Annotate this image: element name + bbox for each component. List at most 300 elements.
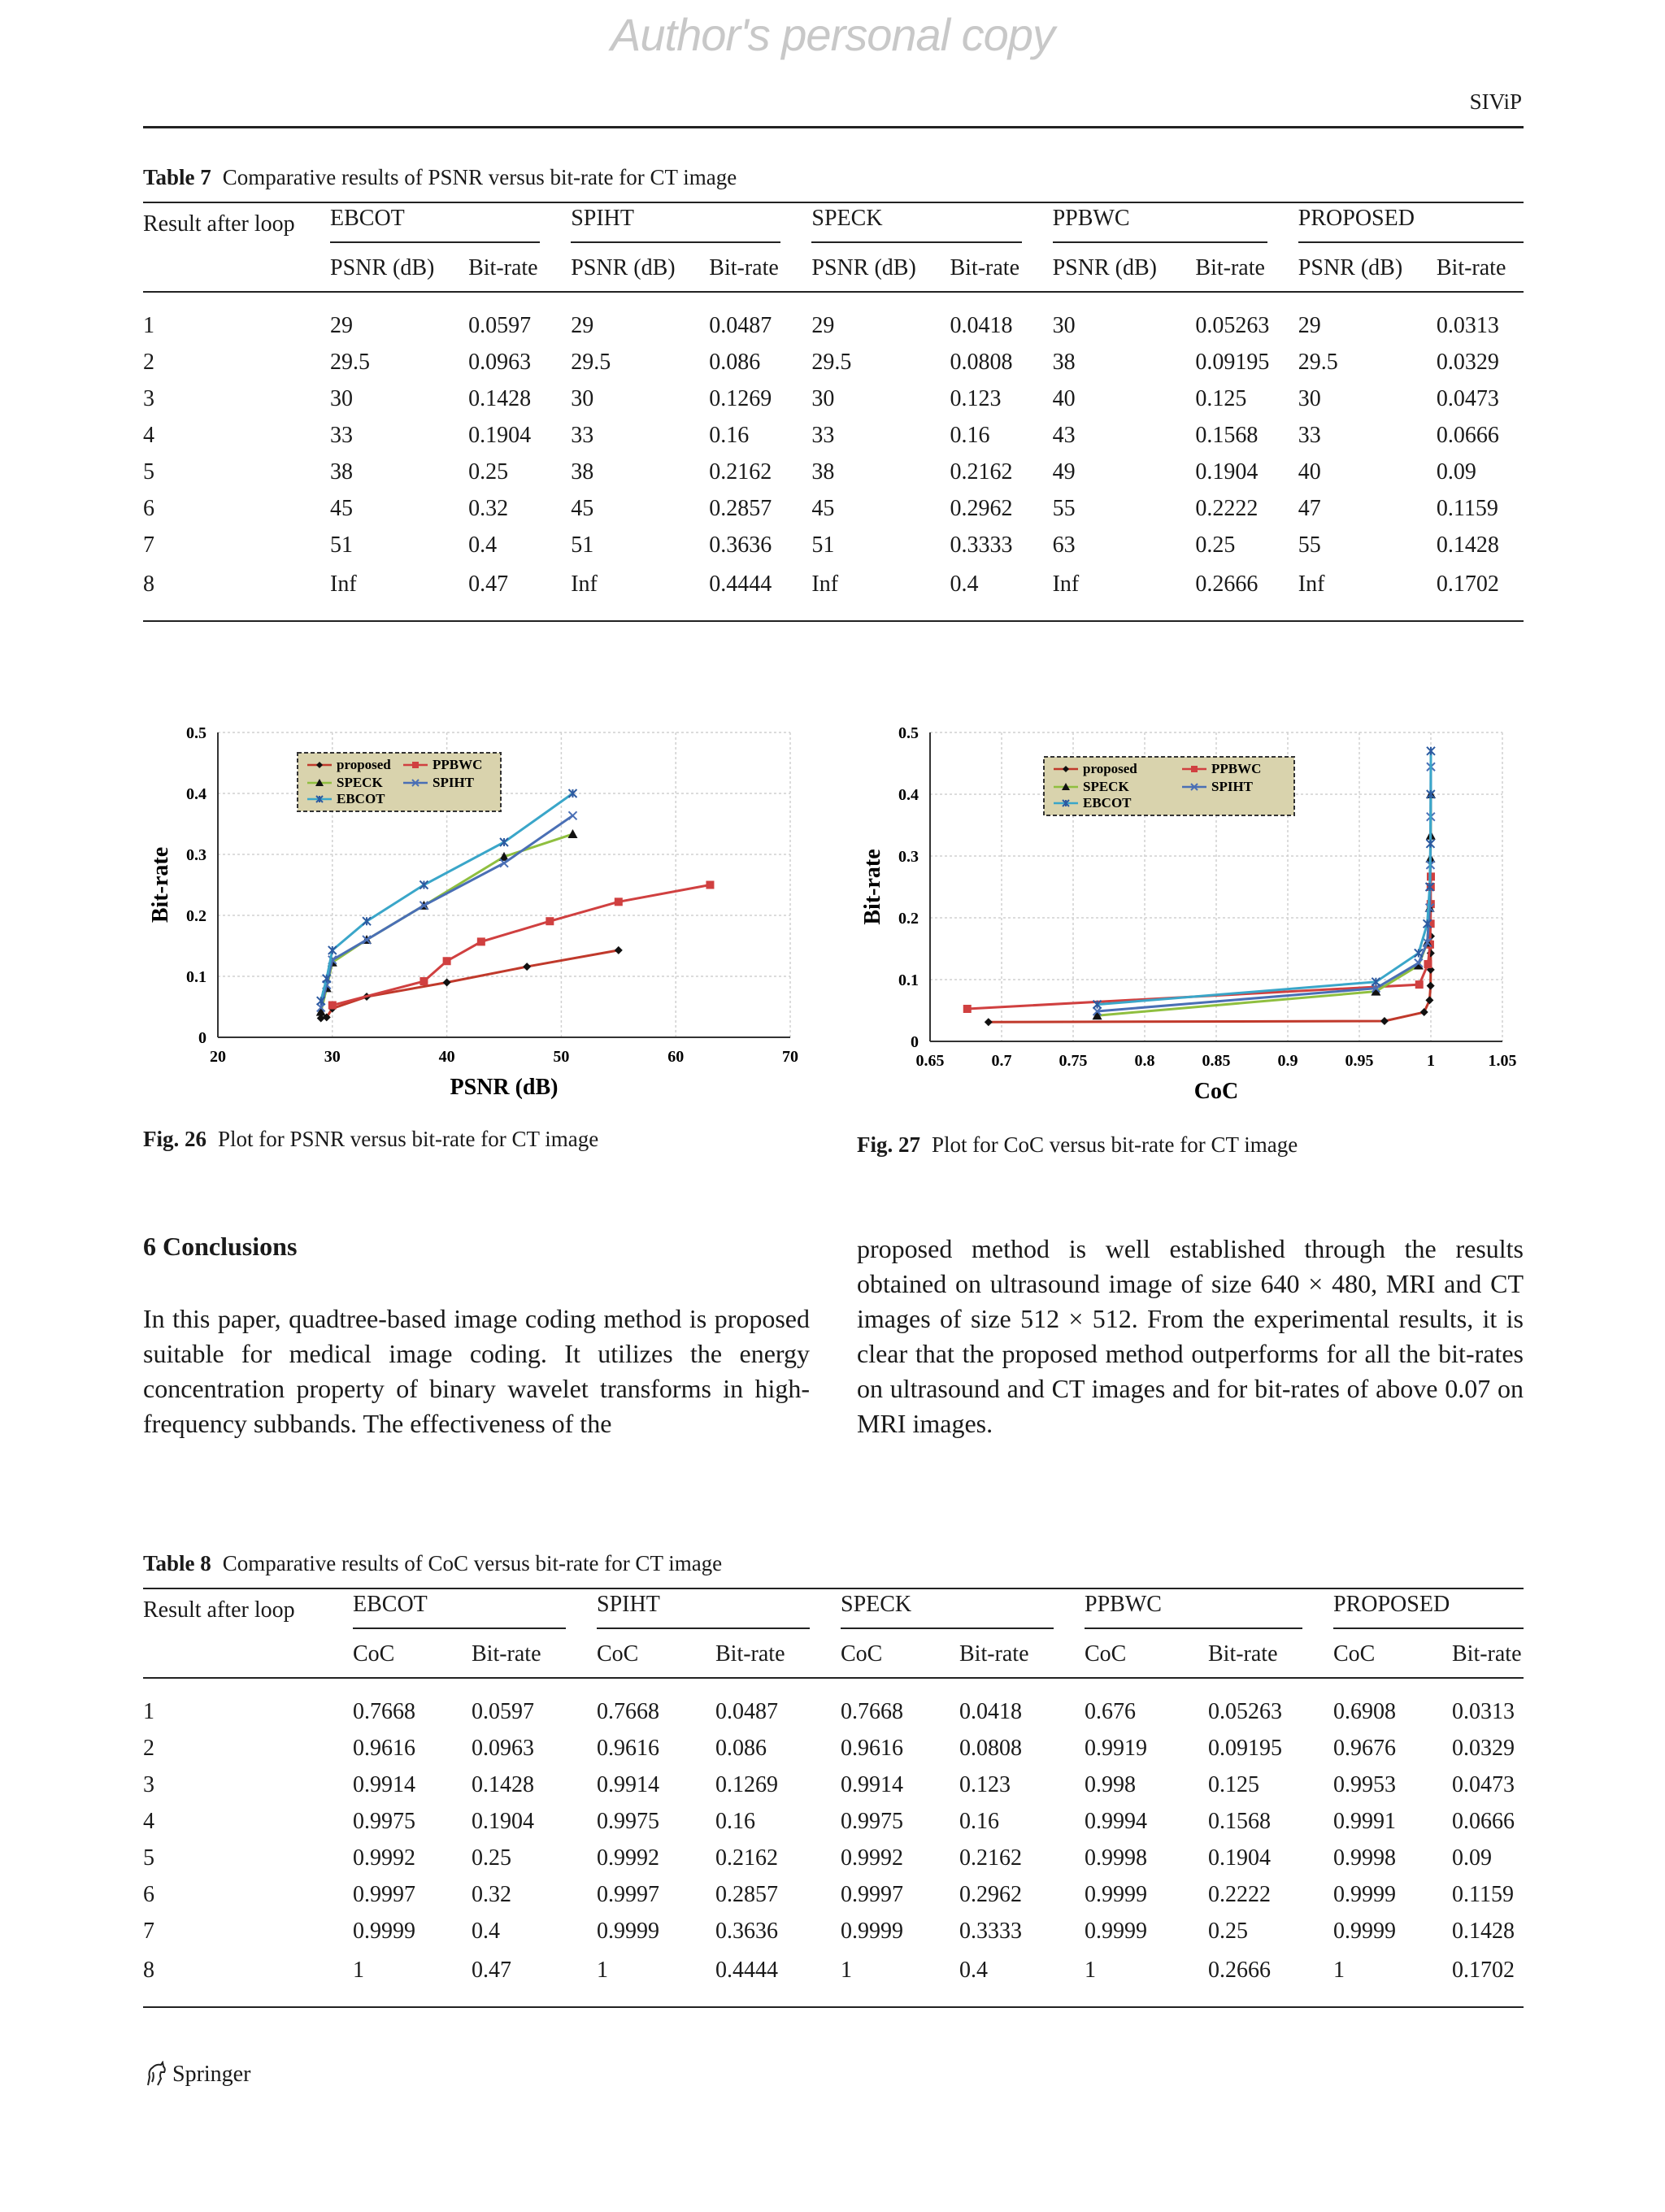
table8-label: Table 8 [143,1551,211,1575]
group-header: EBCOT [353,1588,597,1632]
group-header: PROPOSED [1333,1588,1524,1632]
table-cell: 0.1269 [709,385,772,411]
legend-label: SPECK [337,775,383,790]
data-point-square [443,957,451,965]
sub-header: CoC [1085,1632,1208,1678]
table-cell: 0.9992 [597,1845,659,1871]
table-cell: 0.9953 [1333,1771,1396,1797]
table-cell: 0.09 [1436,458,1476,485]
table-cell: 29.5 [330,349,370,375]
springer-horse-icon [143,2061,167,2088]
table-cell: 29 [1298,312,1321,338]
table-cell: 0.16 [959,1808,999,1834]
table-cell: 0.0473 [1452,1771,1515,1797]
table-header-row [143,202,1524,246]
legend-label: proposed [337,757,391,772]
table-cell: 0.0963 [468,349,532,375]
group-header: SPIHT [597,1588,841,1632]
table-cell: 30 [811,385,835,411]
table-cell: 0.0666 [1452,1808,1515,1834]
table8-caption [143,1551,722,1576]
data-point-square [412,762,419,768]
journal-name: SIViP [1469,89,1522,114]
group-header: EBCOT [330,202,571,246]
sub-header: Bit-rate [1208,1632,1333,1678]
legend-label: SPIHT [1211,779,1254,794]
sub-header: Bit-rate [472,1632,597,1678]
data-point-star [1426,840,1434,848]
table-cell: 0.2162 [959,1845,1022,1871]
table-cell: 0.3333 [950,532,1013,558]
legend-label: EBCOT [337,791,385,806]
table-cell: 30 [1298,385,1321,411]
table-cell: 8 [143,563,330,621]
table-cell: 4 [143,422,154,448]
data-point-diamond [1425,996,1433,1004]
x-tick-label: 40 [438,1048,455,1066]
table-cell: 6 [143,1881,154,1907]
table-cell: 0.0487 [715,1698,778,1724]
table-cell: 0.0313 [1436,312,1499,338]
data-point-diamond [1427,982,1435,990]
sub-header: PSNR (dB) [1053,246,1196,292]
table-cell: 0.2857 [709,495,772,521]
x-tick-label: 50 [553,1048,570,1066]
table-cell: 0.1269 [715,1771,778,1797]
table-cell: 0.2666 [1208,1949,1333,2007]
y-tick-label: 0.1 [898,971,919,989]
table-cell: 0.1159 [1436,495,1498,521]
footer [143,2061,250,2088]
sub-header: Bit-rate [950,246,1052,292]
table7-body [143,202,1524,621]
table-row [143,1840,1524,1876]
table-cell: 0.2962 [959,1881,1022,1907]
table-cell: 0.9992 [353,1845,415,1871]
table-cell: 0.16 [950,422,990,448]
sub-header: CoC [353,1632,472,1678]
table-row [143,1767,1524,1803]
table-cell: 0.7668 [841,1698,903,1724]
table-cell: 6 [143,495,154,521]
data-point-diamond [615,946,623,954]
x-tick-label: 30 [324,1048,341,1066]
y-tick-label: 0.5 [186,724,206,742]
data-point-star [1427,747,1435,755]
series-line-ppbwc [333,885,711,1006]
conclusion-paragraph-left: In this paper, quadtree-based image coding method is proposed suitable for medical image coding. It utilizes the energy concentration property of binary wavelet transforms in high-frequency subbands. The effectiveness of the [143,1304,810,1438]
table-cell: 0.998 [1085,1771,1136,1797]
table-cell: 0.0473 [1436,385,1499,411]
data-point-square [1424,960,1432,968]
table-cell: 0.2162 [709,458,772,485]
table-cell: 0.9975 [841,1808,903,1834]
fig26-label: Fig. 26 [143,1127,206,1151]
table-cell: 0.25 [1208,1918,1248,1944]
table-cell: 0.4 [959,1949,1085,2007]
sub-header: CoC [841,1632,959,1678]
series-line-proposed [321,950,619,1019]
table-cell: 38 [330,458,353,485]
table-cell: 33 [811,422,835,448]
group-header: SPIHT [571,202,811,246]
fig27-caption [857,1132,1298,1158]
publisher-name: Springer [172,2062,251,2087]
sub-header: Bit-rate [709,246,811,292]
table-cell: 0.1904 [1208,1845,1271,1871]
group-header: PPBWC [1085,1588,1333,1632]
table-cell: 7 [143,532,154,558]
data-point-diamond [1380,1017,1389,1025]
table-cell: 0.2222 [1195,495,1259,521]
section-title: 6 Conclusions [143,1232,298,1261]
table-cell: 0.3333 [959,1918,1022,1944]
table-cell: 1 [1333,1949,1452,2007]
table-cell: 0.9676 [1333,1735,1396,1761]
sub-header: PSNR (dB) [330,246,468,292]
table-cell: 1 [353,1949,472,2007]
table-cell: 0.123 [950,385,1002,411]
table-cell: 40 [1052,385,1076,411]
data-point-diamond [443,979,451,987]
table-cell: 3 [143,385,154,411]
table-cell: 0.1428 [468,385,532,411]
table-cell: 1 [143,1698,154,1724]
y-tick-label: 0 [198,1029,206,1047]
table-cell: 30 [330,385,353,411]
table-cell: 0.9999 [1333,1881,1396,1907]
x-axis-label: PSNR (dB) [450,1075,559,1100]
table-cell: 0.9975 [597,1808,659,1834]
fig27-caption-text: Plot for CoC versus bit-rate for CT image [932,1132,1298,1157]
table-cell: 0.4 [472,1918,500,1944]
table-cell: 0.9992 [841,1845,903,1871]
table-cell: 45 [330,495,353,521]
table-cell: 1 [143,312,154,338]
y-axis-label: Bit-rate [148,846,173,923]
table7-label: Table 7 [143,165,211,189]
table-cell: 0.1702 [1452,1949,1524,2007]
x-tick-label: 0.85 [1202,1052,1231,1070]
x-tick-label: 0.8 [1134,1052,1155,1070]
table-cell: 0.0808 [959,1735,1022,1761]
table-cell: Inf [330,563,468,621]
table-cell: 0.2162 [715,1845,778,1871]
table-cell: 0.9994 [1085,1808,1147,1834]
table8-body [143,1588,1524,2007]
data-point-square [1191,766,1198,772]
table-cell: 30 [1052,312,1076,338]
table-cell: 0.1904 [472,1808,534,1834]
table-cell: 0.0666 [1436,422,1499,448]
table-cell: 0.0597 [472,1698,534,1724]
table-cell: 0.16 [715,1808,755,1834]
table-cell: 49 [1052,458,1076,485]
table-cell: 0.0808 [950,349,1013,375]
table-cell: 0.9999 [1333,1918,1396,1944]
table-cell: 51 [811,532,835,558]
group-header: PROPOSED [1298,202,1524,246]
table-cell: Inf [1053,563,1196,621]
table-cell: 33 [330,422,353,448]
legend-label: PPBWC [1211,761,1262,776]
table-cell: 0.1428 [1436,532,1499,558]
table7-caption-text: Comparative results of PSNR versus bit-rate for CT image [222,165,737,189]
watermark: Author's personal copy [611,9,1054,60]
x-tick-label: 0.75 [1059,1052,1088,1070]
x-tick-label: 0.65 [915,1052,945,1070]
table-cell: 0.9919 [1085,1735,1147,1761]
data-point-square [615,897,623,906]
table-row [143,490,1524,527]
table-row [143,344,1524,380]
x-axis-label: CoC [1193,1079,1239,1104]
header-rule [143,126,1524,128]
table-cell: 0.9616 [841,1735,903,1761]
data-point-star [363,917,371,925]
table-cell: 29.5 [811,349,852,375]
table-cell: 0.9997 [597,1881,659,1907]
y-tick-label: 0.4 [898,786,919,804]
table-cell: 1 [597,1949,715,2007]
data-point-diamond [523,963,531,971]
table-cell: 45 [811,495,835,521]
table-cell: 0.09195 [1208,1735,1282,1761]
table-row [143,527,1524,563]
table-cell: 63 [1052,532,1076,558]
table-row [143,1913,1524,1949]
table-cell: 0.3636 [709,532,772,558]
group-header: SPECK [811,202,1052,246]
group-header: PPBWC [1053,202,1298,246]
y-tick-label: 0.5 [898,724,919,742]
table-cell: 0.2666 [1195,563,1298,621]
legend-label: EBCOT [1083,795,1132,810]
table-cell: Inf [1298,563,1437,621]
table-cell: 0.9998 [1333,1845,1396,1871]
table-cell: 0.4 [950,563,1052,621]
group-header: SPECK [841,1588,1085,1632]
x-tick-label: 1.05 [1488,1052,1517,1070]
table-cell: 0.9997 [353,1881,415,1907]
table-cell: 0.125 [1195,385,1247,411]
table-cell: 29 [571,312,594,338]
table-cell: 8 [143,1949,353,2007]
table-cell: 0.0329 [1436,349,1499,375]
table-cell: 0.7668 [597,1698,659,1724]
table-cell: 0.05263 [1208,1698,1282,1724]
row-header-label: Result after loop [143,1588,353,1632]
sub-header: CoC [597,1632,715,1678]
sub-header: PSNR (dB) [811,246,950,292]
table-cell: 38 [1052,349,1076,375]
table-cell: 55 [1052,495,1076,521]
table-cell: 0.0418 [959,1698,1022,1724]
x-tick-label: 60 [667,1048,685,1066]
table-cell: 47 [1298,495,1321,521]
legend-label: PPBWC [433,757,483,772]
table-cell: 0.9975 [353,1808,415,1834]
data-point-cross [568,811,576,819]
table-cell: 0.4444 [715,1949,841,2007]
table-cell: Inf [571,563,709,621]
data-point-diamond [1420,1008,1428,1016]
data-point-square [477,937,485,945]
sub-header: PSNR (dB) [1298,246,1437,292]
table-cell: 3 [143,1771,154,1797]
data-point-square [1415,980,1424,989]
table-row [143,292,1524,344]
table-cell: Inf [811,563,950,621]
table-cell: 29 [811,312,835,338]
table-cell: 0.9999 [1085,1881,1147,1907]
data-point-star [500,838,508,846]
data-point-square [328,1002,337,1010]
sub-header: Bit-rate [1452,1632,1524,1678]
data-point-square [706,881,714,889]
y-tick-label: 0.3 [186,846,206,864]
legend-label: SPIHT [433,775,475,790]
table-cell: 0.6908 [1333,1698,1396,1724]
data-point-diamond [985,1018,993,1026]
table-cell: 0.9999 [841,1918,903,1944]
table-row [143,1803,1524,1840]
table7 [143,202,1524,622]
table-cell: 2 [143,1735,154,1761]
table-cell: 0.086 [715,1735,767,1761]
table-cell: 0.3636 [715,1918,778,1944]
table-cell: 0.1904 [468,422,532,448]
data-point-square [546,917,554,925]
table-cell: 0.0329 [1452,1735,1515,1761]
table-row [143,563,1524,621]
table-cell: 33 [1298,422,1321,448]
table-cell: 43 [1052,422,1076,448]
table-cell: 0.47 [468,563,571,621]
x-tick-label: 20 [210,1048,226,1066]
table-cell: 0.1904 [1195,458,1259,485]
table-cell: 51 [330,532,353,558]
y-tick-label: 0.4 [186,785,206,803]
table-cell: 0.09 [1452,1845,1492,1871]
table-cell: 0.16 [709,422,750,448]
table-cell: 33 [571,422,594,448]
table-cell: 0.1568 [1195,422,1259,448]
fig27-chart [855,712,1522,1110]
x-tick-label: 0.7 [991,1052,1012,1070]
fig26-caption-text: Plot for PSNR versus bit-rate for CT image [218,1127,599,1151]
table-cell: 5 [143,1845,154,1871]
table-cell: 0.9914 [841,1771,903,1797]
sub-header: Bit-rate [1437,246,1524,292]
table-cell: 0.32 [468,495,509,521]
table-cell: 0.676 [1085,1698,1136,1724]
series-line-speck [1098,794,1431,1015]
table-cell: 0.0487 [709,312,772,338]
table-cell: 0.25 [472,1845,511,1871]
table-cell: 0.2222 [1208,1881,1271,1907]
data-point-square [963,1005,972,1013]
x-tick-label: 0.9 [1277,1052,1298,1070]
table-cell: 0.0418 [950,312,1013,338]
table-subheader-row [143,1632,1524,1678]
table-cell: 0.1159 [1452,1881,1514,1907]
table-cell: 1 [841,1949,959,2007]
table-row [143,1949,1524,2007]
data-point-star [420,881,428,889]
data-point-triangle [567,829,577,838]
table-cell: 2 [143,349,154,375]
table-row [143,417,1524,454]
table-cell: 0.9999 [1085,1918,1147,1944]
table-cell: 0.9616 [353,1735,415,1761]
table-cell: 0.05263 [1195,312,1270,338]
table-cell: 0.32 [472,1881,511,1907]
table8-caption-text: Comparative results of CoC versus bit-rate for CT image [222,1551,723,1575]
table-cell: 0.2857 [715,1881,778,1907]
table-cell: 0.086 [709,349,761,375]
y-axis-label: Bit-rate [860,849,885,925]
table-cell: 0.47 [472,1949,597,2007]
x-tick-label: 1 [1427,1052,1435,1070]
table-subheader-row [143,246,1524,292]
table-cell: 29.5 [1298,349,1338,375]
table-cell: 0.1568 [1208,1808,1271,1834]
table-cell: 0.9991 [1333,1808,1396,1834]
table-cell: 0.1428 [472,1771,534,1797]
table-cell: 0.123 [959,1771,1011,1797]
table-cell: 0.9999 [597,1918,659,1944]
table-row [143,454,1524,490]
table-cell: 0.4444 [709,563,811,621]
fig26-chart [143,712,810,1110]
table-cell: 38 [571,458,594,485]
x-tick-label: 0.95 [1345,1052,1374,1070]
table-row [143,1730,1524,1767]
table-header-row [143,1588,1524,1632]
table-cell: 0.9914 [597,1771,659,1797]
y-tick-label: 0.2 [186,907,206,925]
table-cell: 0.4 [468,532,498,558]
sub-header: Bit-rate [468,246,571,292]
data-point-square [420,977,428,985]
table-cell: 4 [143,1808,154,1834]
table-cell: 0.9616 [597,1735,659,1761]
sub-header: Bit-rate [1195,246,1298,292]
table-row [143,1876,1524,1913]
table-cell: 51 [571,532,594,558]
table-cell: 0.9998 [1085,1845,1147,1871]
table-cell: 0.0597 [468,312,532,338]
table-cell: 5 [143,458,154,485]
data-point-star [328,946,337,954]
series-line-ebcot [321,793,573,1001]
x-tick-label: 70 [782,1048,798,1066]
table-cell: 0.9999 [353,1918,415,1944]
fig27-label: Fig. 27 [857,1132,920,1157]
sub-header: PSNR (dB) [571,246,709,292]
table-cell: 0.09195 [1195,349,1270,375]
y-tick-label: 0 [911,1033,919,1051]
y-tick-label: 0.2 [898,910,919,928]
table-cell: 0.9914 [353,1771,415,1797]
y-tick-label: 0.3 [898,848,919,866]
table-cell: 0.0313 [1452,1698,1515,1724]
table-cell: 0.7668 [353,1698,415,1724]
table-cell: 0.2162 [950,458,1013,485]
sub-header: Bit-rate [715,1632,841,1678]
table-cell: 29 [330,312,353,338]
